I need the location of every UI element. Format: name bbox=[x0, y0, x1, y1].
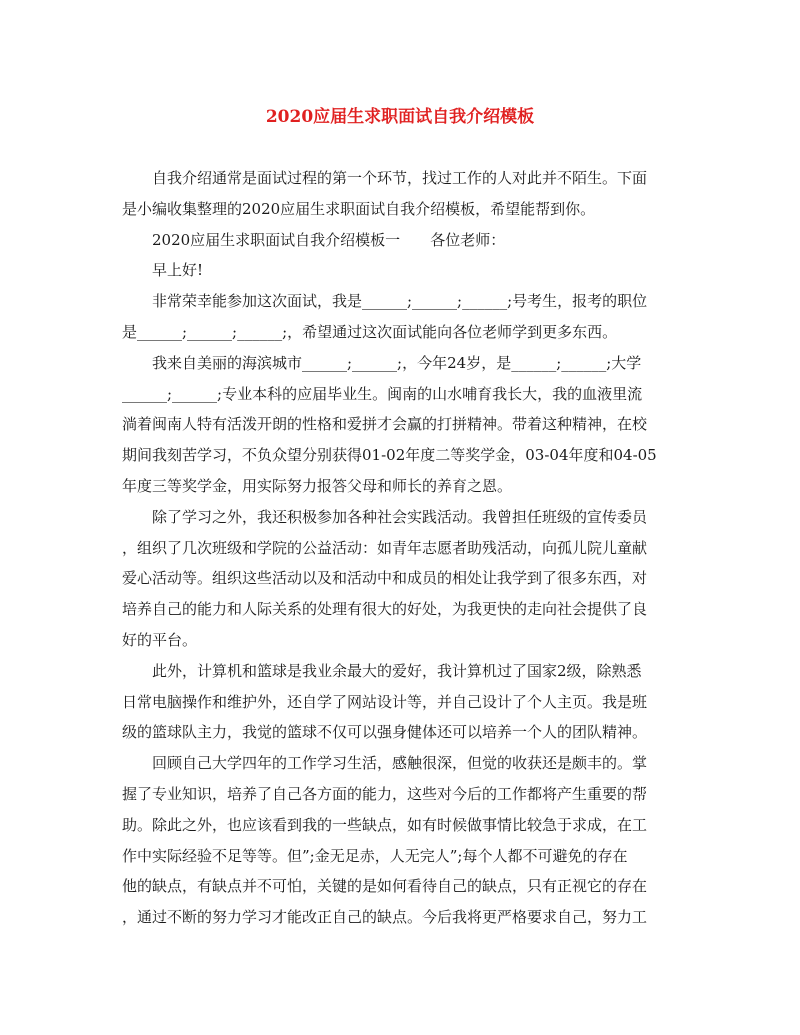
text-line: 是______;______;______;，希望通过这次面试能向各位老师学到更多东西。 bbox=[122, 322, 618, 341]
text-line: ______;______;专业本科的应届毕业生。闽南的山水哺育我长大，我的血液里流 bbox=[122, 384, 643, 403]
paragraph-activities bbox=[122, 502, 678, 656]
text-line: 好的平台。 bbox=[122, 630, 198, 649]
text-line: ，通过不断的努力学习才能改正自己的缺点。今后我将更严格要求自己，努力工 bbox=[122, 908, 648, 927]
document-title: 2020应届生求职面试自我介绍模板 bbox=[265, 107, 535, 127]
paragraph-background bbox=[122, 348, 678, 502]
text-line: 爱心活动等。组织这些活动以及和活动中和成员的相处让我学到了很多东西，对 bbox=[122, 569, 648, 588]
text-line: 除了学习之外，我还积极参加各种社会实践活动。我曾担任班级的宣传委员 bbox=[152, 507, 648, 526]
paragraph-intro bbox=[122, 163, 678, 225]
text-line: ，组织了几次班级和学院的公益活动：如青年志愿者助残活动，向孤儿院儿童献 bbox=[122, 538, 648, 557]
text-line: 非常荣幸能参加这次面试，我是______;______;______;号考生，报考的职位 bbox=[152, 292, 648, 311]
text-line: 早上好! bbox=[152, 261, 204, 280]
salutation: 各位老师： bbox=[430, 230, 506, 249]
text-line: 他的缺点，有缺点并不可怕，关键的是如何看待自己的缺点，只有正视它的存在 bbox=[122, 877, 648, 896]
text-line: 年度三等奖学金，用实际努力报答父母和师长的养育之恩。 bbox=[122, 476, 513, 495]
text-line: 自我介绍通常是面试过程的第一个环节，找过工作的人对此并不陌生。下面 bbox=[152, 169, 648, 187]
document-body bbox=[122, 163, 678, 933]
text-line: 期间我刻苦学习，不负众望分别获得01-02年度二等奖学金，03-04年度和04-05 bbox=[122, 446, 657, 465]
text-line: 级的篮球队主力，我觉的篮球不仅可以强身健体还可以培养一个人的团队精神。 bbox=[122, 723, 648, 742]
paragraph-review bbox=[122, 748, 678, 933]
text-line bbox=[122, 225, 678, 256]
text-line: 我来自美丽的海滨城市______;______;，今年24岁，是______;______;大学 bbox=[152, 353, 642, 372]
paragraph-template-heading bbox=[122, 225, 678, 256]
text-line: 回顾自己大学四年的工作学习生活，感触很深，但觉的收获还是颇丰的。掌 bbox=[152, 754, 648, 773]
text-line: 作中实际经验不足等等。但”;金无足赤，人无完人”;每个人都不可避免的存在 bbox=[122, 846, 628, 865]
template-heading: 2020应届生求职面试自我介绍模板一 bbox=[152, 230, 401, 249]
text-line: 助。除此之外，也应该看到我的一些缺点，如有时候做事情比较急于求成，在工 bbox=[122, 815, 648, 834]
text-line: 日常电脑操作和维护外，还自学了网站设计等，并自己设计了个人主页。我是班 bbox=[122, 692, 648, 711]
paragraph-candidate-info bbox=[122, 286, 678, 348]
text-line: 是小编收集整理的2020应届生求职面试自我介绍模板，希望能帮到你。 bbox=[122, 199, 596, 218]
text-line: 培养自己的能力和人际关系的处理有很大的好处，为我更快的走向社会提供了良 bbox=[122, 600, 648, 619]
text-line: 此外，计算机和篮球是我业余最大的爱好，我计算机过了国家2级，除熟悉 bbox=[152, 661, 642, 680]
paragraph-greeting bbox=[122, 255, 678, 286]
text-line: 淌着闽南人特有活泼开朗的性格和爱拼才会赢的打拼精神。带着这种精神，在校 bbox=[122, 415, 648, 434]
text-line: 握了专业知识，培养了自己各方面的能力，这些对今后的工作都将产生重要的帮 bbox=[122, 784, 648, 803]
paragraph-hobbies bbox=[122, 656, 678, 748]
